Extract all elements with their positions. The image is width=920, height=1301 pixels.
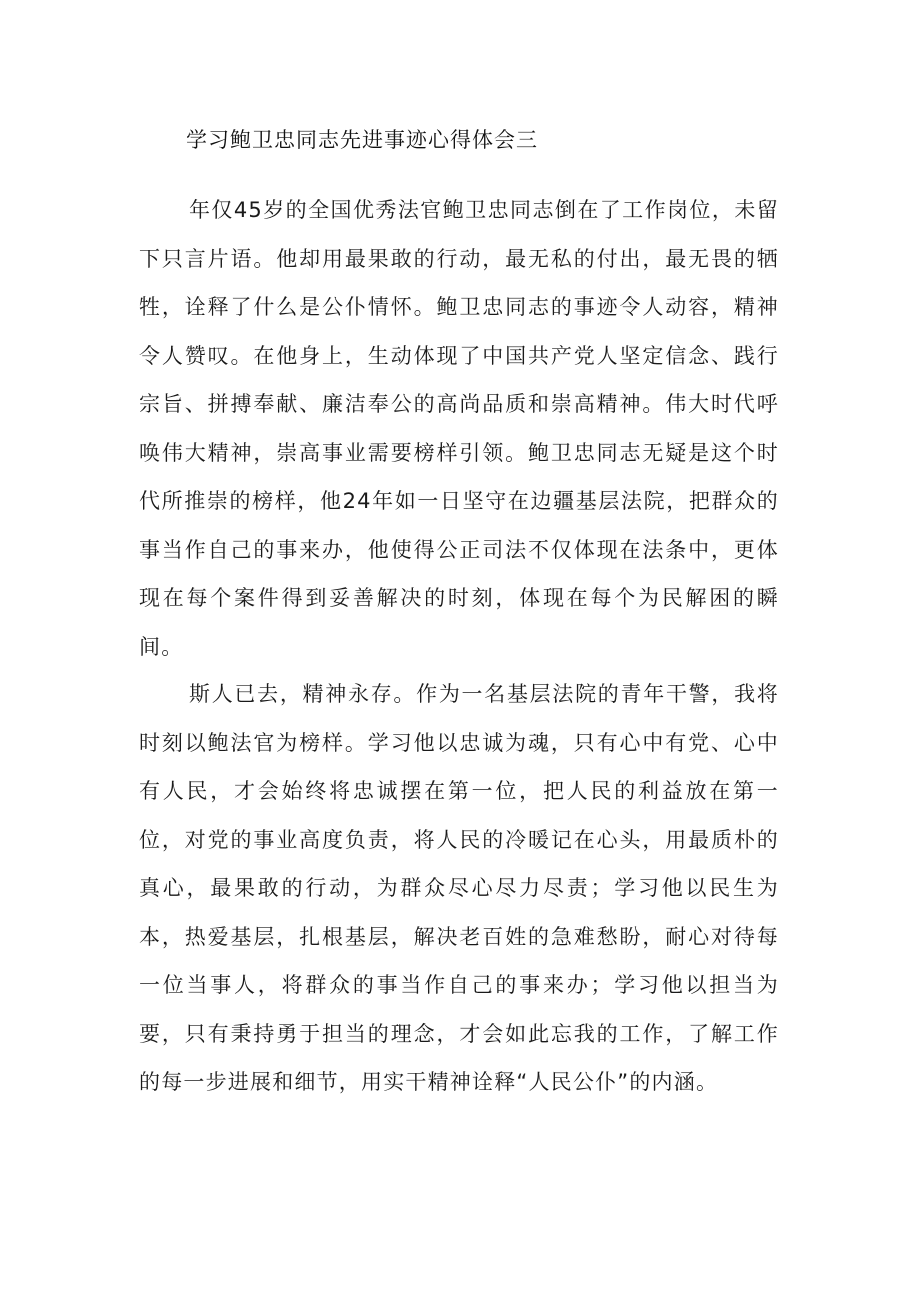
paragraph-2: 斯人已去，精神永存。作为一名基层法院的青年干警，我将时刻以鲍法官为榜样。学习他以忠诚为魂，只有心中有党、心中有人民，才会始终将忠诚摆在第一位，把人民的利益放在第一位，对党的事业高度负责，将人民的冷暖记在心头，用最质朴的真心，最果敢的行动，为群众尽心尽力尽责；学习他以民生为本，热爱基层，扎根基层，解决老百姓的急难愁盼，耐心对待每一位当事人，将群众的事当作自己的事来办；学习他以担当为要，只有秉持勇于担当的理念，才会如此忘我的工作，了解工作的每一步进展和细节，用实干精神诠释“人民公仆”的内涵。 [139,682,779,1094]
document-title: 学习鲍卫忠同志先进事迹心得体会三 [186,128,538,152]
paragraph-1: 年仅45岁的全国优秀法官鲍卫忠同志倒在了工作岗位，未留下只言片语。他却用最果敢的行动，最无私的付出，最无畏的牺牲，诠释了什么是公仆情怀。鲍卫忠同志的事迹令人动容，精神令人赞叹。在他身上，生动体现了中国共产党人坚定信念、践行宗旨、拼搏奉献、廉洁奉公的高尚品质和崇高精神。伟大时代呼唤伟大精神，崇高事业需要榜样引领。鲍卫忠同志无疑是这个时代所推崇的榜样，他24年如一日坚守在边疆基层法院，把群众的事当作自己的事来办，他使得公正司法不仅体现在法条中，更体现在每个案件得到妥善解决的时刻，体现在每个为民解困的瞬间。 [139,198,779,659]
